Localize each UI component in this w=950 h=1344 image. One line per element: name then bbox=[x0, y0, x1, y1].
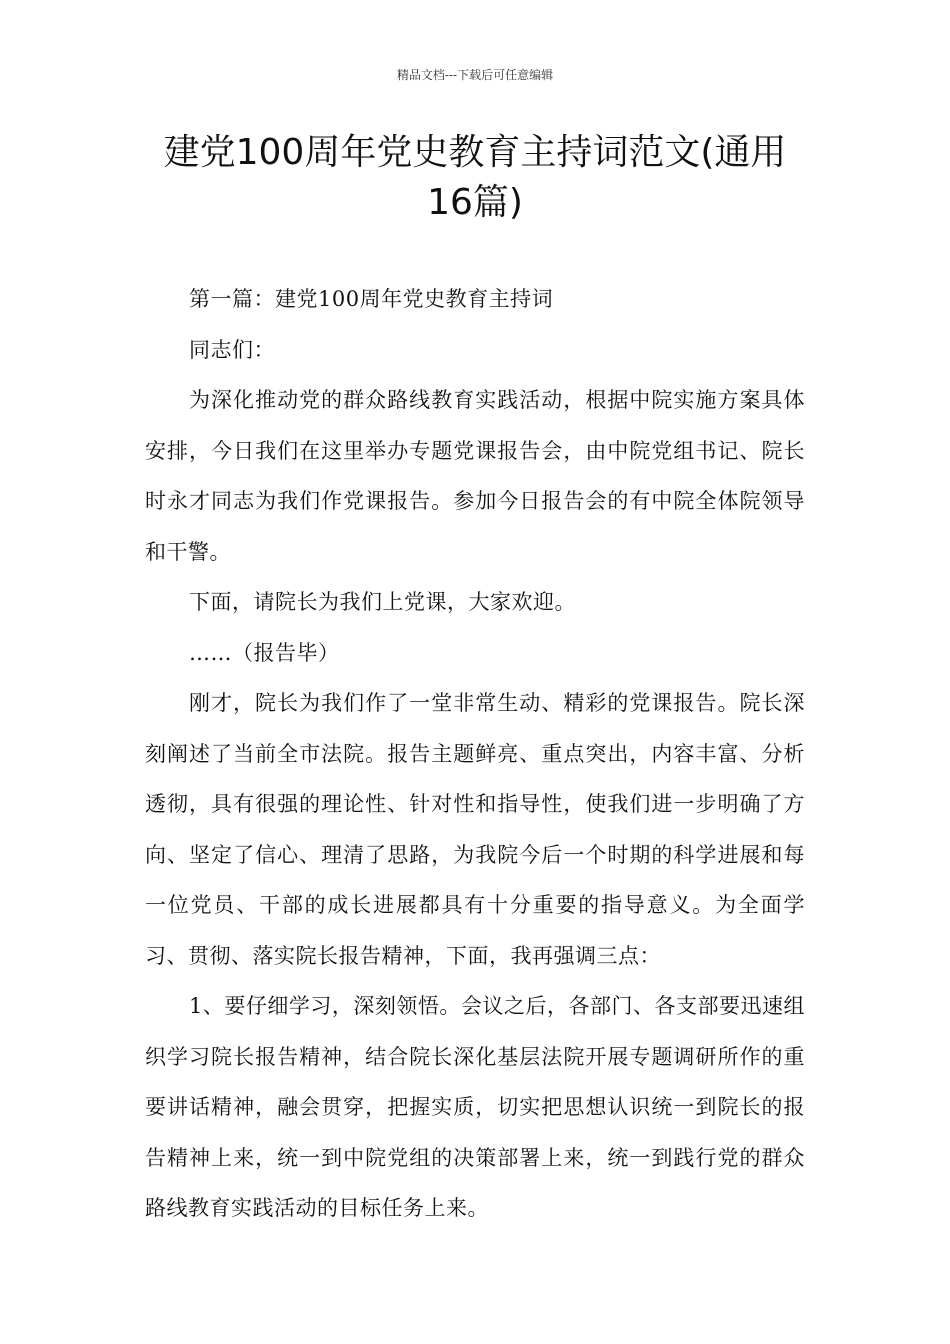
salutation: 同志们： bbox=[189, 337, 275, 362]
paragraph: 为深化推动党的群众路线教育实践活动，根据中院实施方案具体安排，今日我们在这里举办专题党课报告会，由中院党组书记、院长时永才同志为我们作党课报告。参加今日报告会的有中院全体院领导和干警。 bbox=[145, 388, 805, 564]
header-note: 精品文档---下载后可任意编辑 bbox=[396, 68, 554, 82]
paragraph: 1、要仔细学习，深刻领悟。会议之后，各部门、各支部要迅速组织学习院长报告精神，结合院长深化基层法院开展专题调研所作的重要讲话精神，融会贯穿，把握实质，切实把思想认识统一到院长的报告精神上来，统一到中院党组的决策部署上来，统一到践行党的群众路线教育实践活动的目标任务上来。 bbox=[145, 994, 805, 1220]
paragraph: 刚才，院长为我们作了一堂非常生动、精彩的党课报告。院长深刻阐述了当前全市法院。报告主题鲜亮、重点突出，内容丰富、分析透彻，具有很强的理论性、针对性和指导性，使我们进一步明确了方向、坚定了信心、理清了思路，为我院今后一个时期的科学进展和每一位党员、干部的成长进展都具有十分重要的指导意义。为全面学习、贯彻、落实院长报告精神，下面，我再强调三点： bbox=[145, 691, 805, 968]
section-heading: 第一篇：建党100周年党史教育主持词 bbox=[189, 287, 554, 311]
paragraph: ……（报告毕） bbox=[189, 640, 340, 665]
document-title: 建党100周年党史教育主持词范文(通用16篇) bbox=[163, 132, 787, 223]
paragraph: 下面，请院长为我们上党课，大家欢迎。 bbox=[189, 590, 576, 614]
document-body bbox=[145, 274, 805, 1234]
